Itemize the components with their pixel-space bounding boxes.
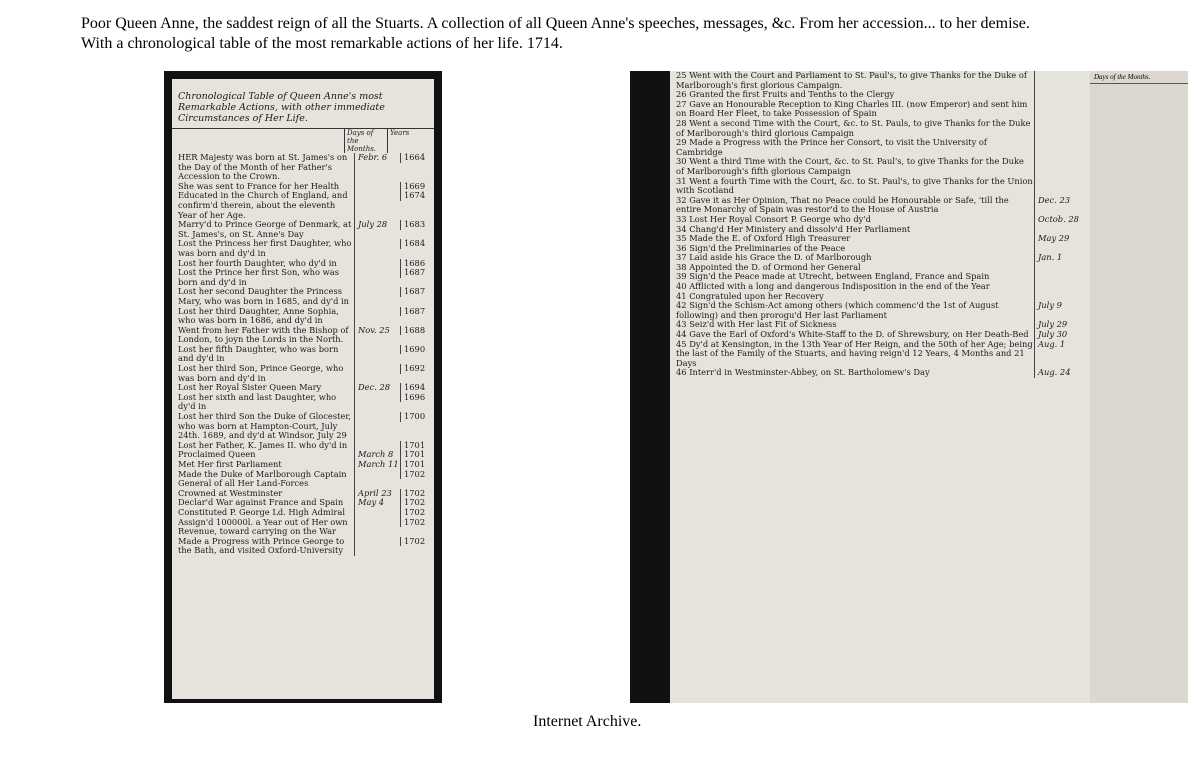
- left-entries: [172, 153, 434, 556]
- entry-day: Aug. 1: [1038, 338, 1066, 349]
- entry-text: Marry'd to Prince George of Denmark, at St. James's, on St. Anne's Day: [172, 220, 355, 239]
- entry-text: Lost her Father, K. James II. who dy'd in: [172, 441, 355, 451]
- table-row: [172, 220, 434, 239]
- column-headers: [172, 129, 434, 153]
- entry-text: Proclaimed Queen: [172, 450, 355, 460]
- entry-year: 1694: [400, 383, 434, 393]
- entry-text: Declar'd War against France and Spain: [172, 498, 355, 508]
- entry-day: July 9: [1038, 300, 1062, 311]
- entry-text: 40 Afflicted with a long and dangerous Indisposition in the end of the Year: [670, 282, 1035, 292]
- entry-day: Dec. 23: [1038, 194, 1071, 205]
- entry-text: 31 Went a fourth Time with the Court, &c. to St. Paul's, to give Thanks for the Union with Scotland: [670, 177, 1035, 196]
- entry-text: HER Majesty was born at St. James's on the Day of the Month of her Father's Accession to the Crown.: [172, 153, 355, 182]
- entry-year: 1700: [400, 412, 434, 422]
- entry-text: Lost her Royal Sister Queen Mary: [172, 383, 355, 393]
- entry-day: Nov. 25: [358, 324, 390, 335]
- entry-day: April 23: [358, 487, 392, 498]
- entry-year: 1702: [400, 537, 434, 547]
- entry-text: 28 Went a second Time with the Court, &c. to St. Pauls, to give Thanks for the Duke of Marlborough's third glorious Campaign: [670, 119, 1035, 138]
- table-row: [670, 119, 1090, 138]
- table-row: [172, 191, 434, 220]
- entry-text: 37 Laid aside his Grace the D. of Marlborough: [670, 253, 1035, 263]
- entry-year: 1687: [400, 287, 434, 297]
- entry-text: 26 Granted the first Fruits and Tenths to the Clergy: [670, 90, 1035, 100]
- table-row: [172, 364, 434, 383]
- scanned-page-left: [172, 79, 434, 699]
- entry-year: 1702: [400, 518, 434, 528]
- caption-line-1: Poor Queen Anne, the saddest reign of all the Stuarts. A collection of all Queen Anne's speeches, messages, &c. From her accession... to her demise.: [81, 15, 1030, 32]
- entry-text: Went from her Father with the Bishop of London, to joyn the Lords in the North.: [172, 326, 355, 345]
- entry-text: Lost her third Son, Prince George, who was born and dy'd in: [172, 364, 355, 383]
- caption: [81, 14, 1181, 54]
- table-row: [172, 412, 434, 441]
- entry-year: 1701: [400, 441, 434, 451]
- right-days-header: Days of the Months.: [1090, 71, 1188, 84]
- years-header: Years: [387, 129, 430, 153]
- entry-text: 45 Dy'd at Kensington, in the 13th Year of Her Reign, and the 50th of her Age; being the last of the Family of the Stuarts, and having reign'd 12 Years, 4 Months and 21 Days: [670, 340, 1035, 369]
- caption-line-2: With a chronological table of the most remarkable actions of her life. 1714.: [81, 35, 563, 52]
- entry-text: 44 Gave the Earl of Oxford's White-Staff to the D. of Shrewsbury, on Her Death-Bed: [670, 330, 1035, 340]
- entry-year: 1696: [400, 393, 434, 403]
- entry-text: Lost the Prince her first Son, who was born and dy'd in: [172, 268, 355, 287]
- table-row: [172, 239, 434, 258]
- entry-year: 1702: [400, 470, 434, 480]
- table-row: [172, 518, 434, 537]
- entry-text: She was sent to France for her Health: [172, 182, 355, 192]
- entry-day: Dec. 28: [358, 382, 391, 393]
- entry-day: May 4: [358, 497, 385, 508]
- entry-year: 1674: [400, 191, 434, 201]
- entry-text: Lost her fifth Daughter, who was born and dy'd in: [172, 345, 355, 364]
- entry-year: 1687: [400, 268, 434, 278]
- entry-text: 43 Seiz'd with Her last Fit of Sickness: [670, 320, 1035, 330]
- entry-text: 27 Gave an Honourable Reception to King Charles III. (now Emperor) and sent him on Board Her Fleet, to take Possession of Spain: [670, 100, 1035, 119]
- entry-day: July 29: [1038, 319, 1068, 330]
- entry-text: Met Her first Parliament: [172, 460, 355, 470]
- scanned-page-right: [670, 71, 1090, 703]
- table-row: [670, 71, 1090, 90]
- table-row: [670, 138, 1090, 157]
- entry-year: 1669: [400, 182, 434, 192]
- table-row: [172, 307, 434, 326]
- entry-year: 1702: [400, 489, 434, 499]
- table-row: [670, 177, 1090, 196]
- entry-text: 32 Gave it as Her Opinion, That no Peace could be Honourable or Safe, 'till the entire Monarchy of Spain was restor'd to the House of Austria: [670, 196, 1035, 215]
- entry-text: Lost her fourth Daughter, who dy'd in: [172, 259, 355, 269]
- table-row: [172, 393, 434, 412]
- entry-year: 1683: [400, 220, 434, 230]
- scan-image-right: [630, 71, 1188, 703]
- entry-year: 1688: [400, 326, 434, 336]
- table-row: [172, 326, 434, 345]
- entry-text: 41 Congratuled upon her Recovery: [670, 292, 1035, 302]
- entry-text: Lost her third Son the Duke of Glocester, who was born at Hampton-Court, July 24th. 1689, and dy'd at Windsor, July 29: [172, 412, 355, 441]
- entry-day: Jan. 1: [1038, 252, 1063, 263]
- table-row: [172, 153, 434, 182]
- entry-year: 1701: [400, 460, 434, 470]
- entry-year: 1701: [400, 450, 434, 460]
- table-row: [670, 157, 1090, 176]
- entry-text: 39 Sign'd the Peace made at Utrecht, between England, France and Spain: [670, 272, 1035, 282]
- entry-text: Made a Progress with Prince George to the Bath, and visited Oxford-University: [172, 537, 355, 556]
- entry-text: Lost her sixth and last Daughter, who dy'd in: [172, 393, 355, 412]
- table-row: [172, 345, 434, 364]
- entry-text: Crowned at Westminster: [172, 489, 355, 499]
- entry-text: 34 Chang'd Her Ministery and dissolv'd Her Parliament: [670, 225, 1035, 235]
- entry-text: Assign'd 100000l. a Year out of Her own Revenue, toward carrying on the War: [172, 518, 355, 537]
- table-row: [670, 196, 1090, 215]
- entry-text: Made the Duke of Marlborough Captain General of all Her Land-Forces: [172, 470, 355, 489]
- table-row: [172, 268, 434, 287]
- entry-day: March 8: [358, 449, 394, 460]
- entry-text: 30 Went a third Time with the Court, &c. to St. Paul's, to give Thanks for the Duke of Marlborough's fifth glorious Campaign: [670, 157, 1035, 176]
- entry-year: 1690: [400, 345, 434, 355]
- entry-text: 25 Went with the Court and Parliament to St. Paul's, to give Thanks for the Duke of Marlborough's first glorious Campaign.: [670, 71, 1035, 90]
- days-header: Days of the Months.: [344, 129, 387, 153]
- entry-text: 42 Sign'd the Schism-Act among others (which commenc'd the 1st of August following) and then prorogu'd Her last Parliament: [670, 301, 1035, 320]
- next-page-margin: [1090, 71, 1188, 703]
- table-row: [172, 287, 434, 306]
- entry-year: 1684: [400, 239, 434, 249]
- entry-year: 1664: [400, 153, 434, 163]
- table-row: [670, 100, 1090, 119]
- entry-year: 1687: [400, 307, 434, 317]
- entry-year: 1692: [400, 364, 434, 374]
- table-row: [670, 340, 1090, 369]
- table-row: [172, 470, 434, 489]
- entry-day: Octob. 28: [1038, 213, 1079, 224]
- entry-text: 35 Made the E. of Oxford High Treasurer: [670, 234, 1035, 244]
- entry-day: July 30: [1038, 329, 1068, 340]
- entry-day: Aug. 24: [1038, 367, 1071, 378]
- credit-text: Internet Archive.: [533, 713, 642, 730]
- entry-text: Educated in the Church of England, and confirm'd therein, about the eleventh Year of her Age.: [172, 191, 355, 220]
- entry-day: March 11: [358, 459, 399, 469]
- table-row: [670, 368, 1090, 378]
- entry-text: 36 Sign'd the Preliminaries of the Peace: [670, 244, 1035, 254]
- entry-text: Lost her second Daughter the Princess Mary, who was born in 1685, and dy'd in: [172, 287, 355, 306]
- table-title: Chronological Table of Queen Anne's most Remarkable Actions, with other immediate Circumstances of Her Life.: [172, 79, 434, 129]
- entry-text: 33 Lost Her Royal Consort P. George who dy'd: [670, 215, 1035, 225]
- entry-day: Febr. 6: [358, 152, 388, 162]
- entry-year: 1686: [400, 259, 434, 269]
- entry-year: 1702: [400, 498, 434, 508]
- entry-text: 46 Interr'd in Westminster-Abbey, on St. Bartholomew's Day: [670, 368, 1035, 378]
- entry-text: Constituted P. George Ld. High Admiral: [172, 508, 355, 518]
- entry-text: Lost the Princess her first Daughter, who was born and dy'd in: [172, 239, 355, 258]
- entry-day: July 28: [358, 219, 388, 230]
- entry-year: 1702: [400, 508, 434, 518]
- right-entries: [670, 71, 1090, 378]
- scan-image-left: [164, 71, 442, 703]
- entry-text: 29 Made a Progress with the Prince her Consort, to visit the University of Cambridge: [670, 138, 1035, 157]
- entry-text: 38 Appointed the D. of Ormond her General: [670, 263, 1035, 273]
- entry-day: May 29: [1038, 233, 1070, 244]
- entry-text: Lost her third Daughter, Anne Sophia, who was born in 1686, and dy'd in: [172, 307, 355, 326]
- table-row: [172, 537, 434, 556]
- table-row: [670, 301, 1090, 320]
